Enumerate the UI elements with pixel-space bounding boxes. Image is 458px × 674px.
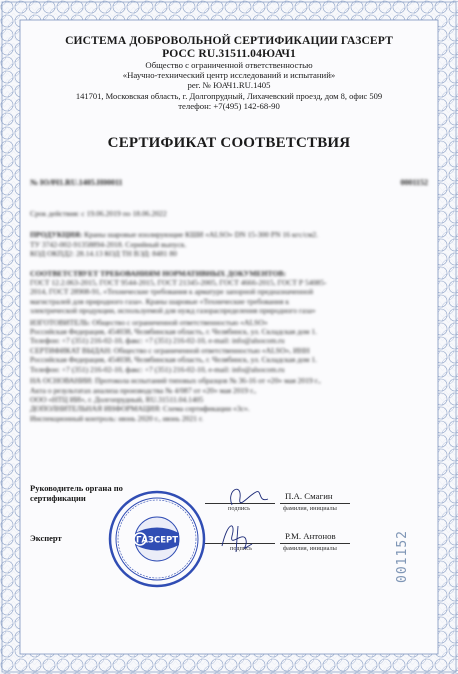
document-title: СЕРТИФИКАТ СООТВЕТСТВИЯ — [107, 135, 351, 152]
basis-line: Акта о результатах анализа производства № 4/087 от «20» мая 2019 г., — [30, 385, 257, 395]
org-phone: телефон: +7(495) 142-68-90 — [178, 100, 280, 111]
product-tu: ТУ 3742-002-91358894-2018. Серийный выпуск. — [30, 239, 187, 249]
req-line: 2014, ГОСТ 28908-91, «Технические требования к арматуре запорной предназначенной — [30, 287, 314, 297]
maker-line: Телефон: +7 (351) 216-02-10, факс: +7 (351) 216-02-10, e-mail: info@alsocom.ru — [30, 364, 285, 374]
stamp-logo-text: ГАЗСЕРТ — [135, 535, 179, 546]
maker-line: СЕРТИФИКАТ ВЫДАН: Общество с ограниченной ответственностью «ALSO», ИНН — [30, 345, 310, 355]
system-reg: РОСС RU.31511.04ЮАЧ1 — [162, 47, 296, 60]
system-name: СИСТЕМА ДОБРОВОЛЬНОЙ СЕРТИФИКАЦИИ ГАЗСЕРТ — [65, 34, 393, 47]
head-sign-caption: подпись — [228, 505, 250, 512]
head-name-caption: фамилия, инициалы — [283, 505, 337, 512]
head-label: Руководитель органа по сертификации — [30, 483, 123, 503]
maker-line: Российская Федерация, 454038, Челябинская область, г. Челябинск, ул. Складская дом 1. — [30, 327, 318, 337]
product-codes: КОД ОКПД2: 28.14.13 КОД ТН ВЭД: 8481 80 — [30, 249, 177, 259]
maker-line: Телефон: +7 (351) 216-02-10, факс: +7 (351) 216-02-10, e-mail: info@alsocom.ru — [30, 336, 285, 346]
head-name: П.А. Смагин — [285, 491, 333, 501]
expert-name-caption: фамилия, инициалы — [283, 545, 337, 552]
head-signature — [231, 489, 268, 505]
basis-line: НА ОСНОВАНИИ: Протокола испытаний типовых образцов № 36-16 от «20» мая 2019 г., — [30, 376, 321, 386]
req-line: электрической продукции, используемой для нужд газораспределения природного газа» — [30, 306, 316, 316]
expert-label: Эксперт — [30, 533, 62, 543]
basis-line: ООО «НТЦ ИИ», г. Долгопрудный, RU.31511.04.1405 — [30, 394, 204, 404]
org-reg-no: рег. № ЮАЧ1.RU.1405 — [187, 80, 271, 91]
req-line: магистралей для природного газа». Краны шаровые «Технические требования к — [30, 296, 290, 306]
product-label: ПРОДУКЦИЯ: — [30, 230, 83, 240]
expert-name: Р.М. Антонов — [285, 531, 336, 541]
form-number: 0001152 — [400, 178, 428, 188]
maker-line: ИЗГОТОВИТЕЛЬ: Общество с ограниченной ответственностью «ALSO» — [30, 317, 268, 327]
org-line-1: Общество с ограниченной ответственностью — [145, 60, 313, 70]
cert-number: № ЮАЧ1.RU.1405.Н00011 — [30, 178, 123, 188]
expert-signature — [222, 526, 252, 552]
requirements-label: СООТВЕТСТВУЕТ ТРЕБОВАНИЯМ НОРМАТИВНЫХ ДОКУМЕНТОВ: — [30, 268, 286, 278]
org-address: 141701, Московская область, г. Долгопрудный, Лихачевский проезд, дом 8, офис 509 — [75, 90, 383, 101]
org-line-2: «Научно-технический центр исследований и испытаний» — [122, 70, 336, 81]
product-text: Краны шаровые изолирующие КШИ «ALSO» DN 15-300 PN 16 кгс/см2. — [84, 230, 319, 240]
maker-line: Российская Федерация, 454038, Челябинская область, г. Челябинск, ул. Складская дом 1. — [30, 355, 318, 365]
certification-stamp — [110, 492, 204, 586]
req-line: ГОСТ 12.2.063-2015, ГОСТ 9544-2015, ГОСТ 21345-2005, ГОСТ 4666-2015, ГОСТ Р 54085- — [30, 278, 327, 288]
validity: Срок действия: с 19.06.2019 по 18.06.2022 — [30, 209, 167, 219]
expert-sign-caption: подпись — [230, 545, 252, 552]
basis-line: ДОПОЛНИТЕЛЬНАЯ ИНФОРМАЦИЯ: Схема сертификации «3с». — [30, 404, 250, 414]
serial-number: 001152 — [395, 530, 410, 583]
basis-line: Инспекционный контроль: июнь 2020 г., июнь 2021 г. — [30, 413, 204, 423]
